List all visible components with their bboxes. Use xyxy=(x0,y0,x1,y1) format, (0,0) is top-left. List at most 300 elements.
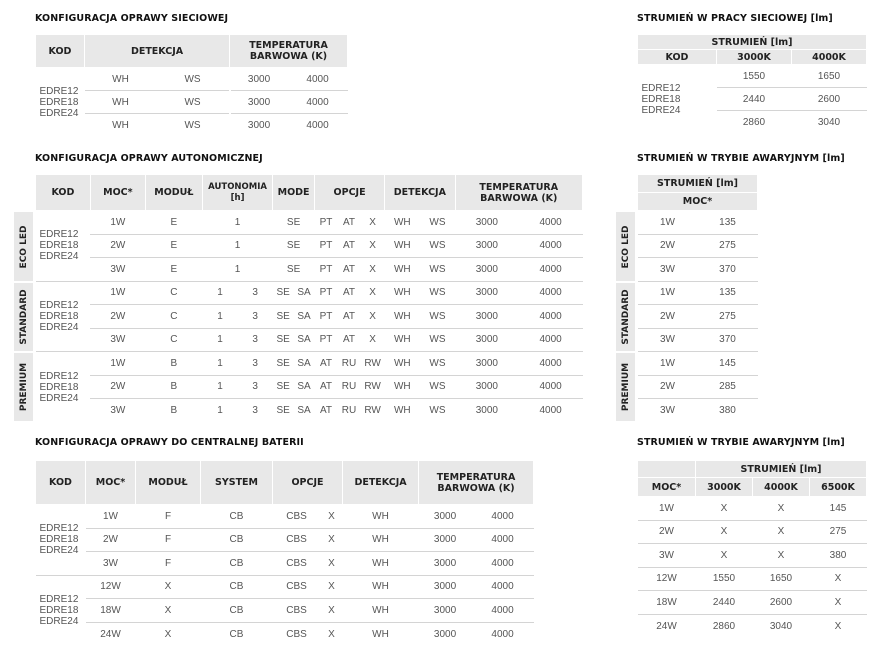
code-item: EDRE18 xyxy=(39,605,79,616)
header-moc: MOC* xyxy=(86,461,136,505)
header-temperature-line2: BARWOWA (K) xyxy=(249,51,328,62)
header-6500k: 6500K xyxy=(810,478,867,497)
header-temperature-line1: TEMPERATURA xyxy=(479,181,559,193)
moc-cell: 2W xyxy=(90,305,145,329)
mode-cell: SE xyxy=(273,258,315,282)
opcje-c-cell: X xyxy=(361,305,385,329)
header-moc: MOC* xyxy=(90,175,145,211)
autonomia-b-cell: 3 xyxy=(238,305,273,329)
header-strumien: STRUMIEŃ [lm] xyxy=(638,175,758,193)
modul-cell: E xyxy=(145,258,202,282)
opcje-a-cell: CBS xyxy=(273,528,321,552)
moc-cell: 18W xyxy=(86,599,136,623)
moc-cell: 3W xyxy=(90,258,145,282)
temp-3000-cell: 3000 xyxy=(419,505,472,529)
temp-3000-cell: 3000 xyxy=(455,352,519,376)
table-row xyxy=(36,575,534,599)
code-item: EDRE24 xyxy=(39,392,79,404)
code-item: EDRE12 xyxy=(641,82,681,94)
flux-cell: 145 xyxy=(698,352,758,376)
autonomia-b-cell: 3 xyxy=(238,281,273,305)
modul-cell: E xyxy=(145,234,202,258)
opcje-b-cell: X xyxy=(321,505,343,529)
mode-b-cell: SA xyxy=(294,352,315,376)
flux-6500k-cell: 380 xyxy=(810,544,867,568)
header-autonomia xyxy=(202,175,272,211)
temp-4000-cell: 4000 xyxy=(472,599,534,623)
temp-4000-cell: 4000 xyxy=(519,258,583,282)
opcje-a-cell: CBS xyxy=(273,622,321,646)
group-label-eco-led: ECO LED xyxy=(14,212,33,281)
flux-cell: 370 xyxy=(698,328,758,352)
header-autonomia-line2: [h] xyxy=(230,192,245,203)
flux-cell: 2860 xyxy=(717,111,792,134)
code-item: EDRE24 xyxy=(641,104,681,116)
detekcja-b-cell: WS xyxy=(420,258,455,282)
table-row xyxy=(638,328,758,352)
table-row xyxy=(638,258,758,282)
header-temperature xyxy=(455,175,582,211)
temp-4000-cell: 4000 xyxy=(472,505,534,529)
table-row xyxy=(638,352,758,376)
flux-4000k-cell: X xyxy=(753,544,810,568)
modul-cell: C xyxy=(145,305,202,329)
header-temperature-line2: BARWOWA (K) xyxy=(480,192,558,204)
moc-cell: 2W xyxy=(638,375,698,399)
code-item: EDRE18 xyxy=(39,96,79,108)
temp-3000-cell: 3000 xyxy=(455,234,519,258)
table-row xyxy=(638,591,867,615)
table-row xyxy=(638,305,758,329)
opcje-a-cell: AT xyxy=(314,352,337,376)
flux-3000k-cell: X xyxy=(696,544,753,568)
flux-4000k-cell: 2600 xyxy=(753,591,810,615)
header-modul: MODUŁ xyxy=(136,461,201,505)
modul-cell: E xyxy=(145,211,202,235)
moc-cell: 1W xyxy=(638,281,698,305)
modul-cell: B xyxy=(145,399,202,423)
moc-cell: 3W xyxy=(638,544,696,568)
autonomia-b-cell: 3 xyxy=(238,328,273,352)
code-item: EDRE12 xyxy=(39,299,79,311)
flux-cell: 135 xyxy=(698,211,758,235)
flux-6500k-cell: X xyxy=(810,567,867,591)
code-item: EDRE18 xyxy=(39,534,79,546)
autonomia-b-cell: 3 xyxy=(238,399,273,423)
net-flux-table xyxy=(637,34,867,134)
temp-3000-cell: 3000 xyxy=(419,575,472,599)
moc-cell: 3W xyxy=(86,552,136,576)
moc-cell: 1W xyxy=(90,352,145,376)
opcje-a-cell: CBS xyxy=(273,505,321,529)
detekcja-a-cell: WH xyxy=(385,352,420,376)
header-temperature-line1: TEMPERATURA xyxy=(436,471,516,483)
mode-b-cell: SA xyxy=(294,281,315,305)
detekcja-a-cell: WH xyxy=(385,375,420,399)
table-row xyxy=(36,234,583,258)
header-kod: KOD xyxy=(638,50,717,65)
detekcja-b-cell: WS xyxy=(157,91,230,114)
system-cell: CB xyxy=(201,622,273,646)
opcje-c-cell: X xyxy=(361,211,385,235)
table-row xyxy=(36,211,583,235)
opcje-a-cell: PT xyxy=(314,328,337,352)
code-item: EDRE24 xyxy=(39,321,79,333)
flux-cell: 3040 xyxy=(792,111,867,134)
temp-4000-cell: 4000 xyxy=(288,91,348,114)
header-temperature xyxy=(419,461,534,505)
header-system: SYSTEM xyxy=(201,461,273,505)
temp-3000-cell: 3000 xyxy=(455,399,519,423)
flux-4000k-cell: X xyxy=(753,520,810,544)
cb-flux-title: STRUMIEŃ W TRYBIE AWARYJNYM [lm] xyxy=(637,437,845,448)
temp-4000-cell: 4000 xyxy=(472,622,534,646)
table-row xyxy=(36,528,534,552)
temp-3000-cell: 3000 xyxy=(455,258,519,282)
flux-cell: 2440 xyxy=(717,88,792,111)
opcje-a-cell: CBS xyxy=(273,552,321,576)
mode-a-cell: SE xyxy=(273,399,294,423)
header-opcje: OPCJE xyxy=(273,461,343,505)
flux-4000k-cell: 3040 xyxy=(753,614,810,638)
flux-cell: 135 xyxy=(698,281,758,305)
header-temperature xyxy=(230,35,348,68)
code-list xyxy=(36,211,91,282)
table-row xyxy=(36,328,583,352)
flux-3000k-cell: X xyxy=(696,520,753,544)
header-detekcja: DETEKCJA xyxy=(385,175,455,211)
code-item: EDRE18 xyxy=(641,93,681,105)
detekcja-b-cell: WS xyxy=(420,211,455,235)
code-list xyxy=(36,575,86,646)
opcje-b-cell: AT xyxy=(338,281,361,305)
table-row xyxy=(638,544,867,568)
auto-flux-title: STRUMIEŃ W TRYBIE AWARYJNYM [lm] xyxy=(637,153,845,164)
header-autonomia-line1: AUTONOMIA xyxy=(208,181,267,192)
temp-4000-cell: 4000 xyxy=(519,375,583,399)
moc-cell: 1W xyxy=(638,352,698,376)
autonomia-cell: 1 xyxy=(202,258,272,282)
opcje-a-cell: AT xyxy=(314,375,337,399)
modul-cell: C xyxy=(145,281,202,305)
temp-4000-cell: 4000 xyxy=(519,234,583,258)
net-config-title: KONFIGURACJA OPRAWY SIECIOWEJ xyxy=(35,13,229,24)
temp-3000-cell: 3000 xyxy=(455,281,519,305)
auto-config-table xyxy=(35,174,583,422)
moc-cell: 1W xyxy=(638,211,698,235)
header-kod: KOD xyxy=(36,35,85,68)
system-cell: CB xyxy=(201,528,273,552)
opcje-a-cell: PT xyxy=(314,258,337,282)
opcje-b-cell: RU xyxy=(338,399,361,423)
detekcja-a-cell: WH xyxy=(385,328,420,352)
opcje-b-cell: AT xyxy=(338,328,361,352)
table-row xyxy=(36,599,534,623)
autonomia-a-cell: 1 xyxy=(202,352,237,376)
opcje-c-cell: RW xyxy=(361,352,385,376)
detekcja-b-cell: WS xyxy=(420,305,455,329)
detekcja-a-cell: WH xyxy=(385,305,420,329)
table-row xyxy=(638,614,867,638)
temp-3000-cell: 3000 xyxy=(419,622,472,646)
header-temperature-line1: TEMPERATURA xyxy=(249,40,328,51)
table-row xyxy=(638,567,867,591)
table-row xyxy=(638,234,758,258)
detekcja-a-cell: WH xyxy=(85,91,157,114)
temp-4000-cell: 4000 xyxy=(288,68,348,91)
mode-b-cell: SA xyxy=(294,305,315,329)
moc-cell: 1W xyxy=(90,211,145,235)
flux-4000k-cell: 1650 xyxy=(753,567,810,591)
code-list xyxy=(36,352,91,423)
modul-cell: X xyxy=(136,599,201,623)
opcje-a-cell: PT xyxy=(314,211,337,235)
opcje-b-cell: X xyxy=(321,575,343,599)
flux-6500k-cell: 275 xyxy=(810,520,867,544)
mode-a-cell: SE xyxy=(273,352,294,376)
detekcja-a-cell: WH xyxy=(85,114,157,137)
flux-4000k-cell: X xyxy=(753,497,810,521)
code-item: EDRE24 xyxy=(39,545,79,557)
opcje-c-cell: RW xyxy=(361,375,385,399)
temp-3000-cell: 3000 xyxy=(455,211,519,235)
table-row xyxy=(638,497,867,521)
system-cell: CB xyxy=(201,552,273,576)
detekcja-cell: WH xyxy=(343,528,419,552)
autonomia-b-cell: 3 xyxy=(238,352,273,376)
mode-a-cell: SE xyxy=(273,375,294,399)
opcje-c-cell: RW xyxy=(361,399,385,423)
opcje-a-cell: PT xyxy=(314,305,337,329)
flux-cell: 275 xyxy=(698,305,758,329)
flux-cell: 1550 xyxy=(717,65,792,88)
header-modul: MODUŁ xyxy=(145,175,202,211)
mode-cell: SE xyxy=(273,211,315,235)
moc-cell: 2W xyxy=(90,234,145,258)
temp-4000-cell: 4000 xyxy=(519,399,583,423)
detekcja-b-cell: WS xyxy=(420,281,455,305)
temp-4000-cell: 4000 xyxy=(519,305,583,329)
code-item: EDRE18 xyxy=(39,240,79,252)
code-list xyxy=(638,65,717,134)
header-strumien: STRUMIEŃ [lm] xyxy=(638,35,867,50)
table-row xyxy=(36,305,583,329)
detekcja-cell: WH xyxy=(343,599,419,623)
header-4000k: 4000K xyxy=(753,478,810,497)
opcje-c-cell: X xyxy=(361,328,385,352)
flux-group-label-standard: STANDARD xyxy=(616,283,635,351)
code-list xyxy=(36,281,91,352)
temp-4000-cell: 4000 xyxy=(472,575,534,599)
opcje-b-cell: RU xyxy=(338,352,361,376)
code-item: EDRE24 xyxy=(39,251,79,263)
table-row xyxy=(638,211,758,235)
detekcja-cell: WH xyxy=(343,505,419,529)
modul-cell: F xyxy=(136,505,201,529)
moc-cell: 3W xyxy=(638,258,698,282)
autonomia-a-cell: 1 xyxy=(202,281,237,305)
temp-3000-cell: 3000 xyxy=(455,375,519,399)
flux-cell: 275 xyxy=(698,234,758,258)
moc-cell: 24W xyxy=(638,614,696,638)
detekcja-b-cell: WS xyxy=(420,399,455,423)
temp-3000-cell: 3000 xyxy=(419,528,472,552)
mode-cell: SE xyxy=(273,234,315,258)
opcje-b-cell: AT xyxy=(338,211,361,235)
opcje-c-cell: X xyxy=(361,258,385,282)
moc-cell: 2W xyxy=(90,375,145,399)
flux-6500k-cell: X xyxy=(810,591,867,615)
modul-cell: C xyxy=(145,328,202,352)
mode-a-cell: SE xyxy=(273,328,294,352)
autonomia-cell: 1 xyxy=(202,234,272,258)
header-mode: MODE xyxy=(273,175,315,211)
header-opcje: OPCJE xyxy=(314,175,384,211)
header-moc: MOC* xyxy=(638,478,696,497)
flux-3000k-cell: 2440 xyxy=(696,591,753,615)
code-item: EDRE12 xyxy=(39,229,79,241)
moc-cell: 2W xyxy=(638,520,696,544)
table-row xyxy=(36,352,583,376)
table-row xyxy=(36,375,583,399)
group-label-premium: PREMIUM xyxy=(14,353,33,421)
detekcja-cell: WH xyxy=(343,622,419,646)
detekcja-b-cell: WS xyxy=(157,68,230,91)
temp-4000-cell: 4000 xyxy=(472,552,534,576)
code-item: EDRE12 xyxy=(39,594,79,605)
opcje-a-cell: PT xyxy=(314,234,337,258)
temp-4000-cell: 4000 xyxy=(288,114,348,137)
detekcja-a-cell: WH xyxy=(385,258,420,282)
flux-cell: 285 xyxy=(698,375,758,399)
header-3000k: 3000K xyxy=(717,50,792,65)
flux-cell: 370 xyxy=(698,258,758,282)
temp-4000-cell: 4000 xyxy=(519,328,583,352)
autonomia-a-cell: 1 xyxy=(202,375,237,399)
temp-3000-cell: 3000 xyxy=(455,328,519,352)
temp-3000-cell: 3000 xyxy=(230,114,288,137)
moc-cell: 12W xyxy=(86,575,136,599)
net-flux-title: STRUMIEŃ W PRACY SIECIOWEJ [lm] xyxy=(637,13,833,24)
opcje-b-cell: AT xyxy=(338,234,361,258)
code-item: EDRE12 xyxy=(39,370,79,382)
code-item: EDRE18 xyxy=(39,381,79,393)
temp-4000-cell: 4000 xyxy=(472,528,534,552)
opcje-c-cell: X xyxy=(361,281,385,305)
mode-a-cell: SE xyxy=(273,281,294,305)
temp-3000-cell: 3000 xyxy=(419,552,472,576)
header-3000k: 3000K xyxy=(696,478,753,497)
header-4000k: 4000K xyxy=(792,50,867,65)
code-list xyxy=(36,505,86,576)
opcje-a-cell: AT xyxy=(314,399,337,423)
moc-cell: 24W xyxy=(86,622,136,646)
opcje-c-cell: X xyxy=(361,234,385,258)
table-row xyxy=(36,622,534,646)
header-detekcja: DETEKCJA xyxy=(85,35,230,68)
autonomia-b-cell: 3 xyxy=(238,375,273,399)
moc-cell: 1W xyxy=(638,497,696,521)
header-temperature-line2: BARWOWA (K) xyxy=(437,482,515,494)
moc-cell: 3W xyxy=(638,328,698,352)
flux-3000k-cell: 2860 xyxy=(696,614,753,638)
table-row xyxy=(638,281,758,305)
code-item: EDRE18 xyxy=(39,310,79,322)
cb-config-table xyxy=(35,460,534,646)
table-row xyxy=(36,258,583,282)
detekcja-b-cell: WS xyxy=(420,234,455,258)
table-row xyxy=(36,68,348,91)
table-row xyxy=(638,375,758,399)
mode-a-cell: SE xyxy=(273,305,294,329)
opcje-a-cell: CBS xyxy=(273,575,321,599)
code-item: EDRE12 xyxy=(39,523,79,535)
moc-cell: 1W xyxy=(90,281,145,305)
auto-flux-table xyxy=(637,174,758,422)
flux-group-label-premium: PREMIUM xyxy=(616,353,635,421)
temp-3000-cell: 3000 xyxy=(455,305,519,329)
detekcja-a-cell: WH xyxy=(385,211,420,235)
modul-cell: B xyxy=(145,352,202,376)
moc-cell: 18W xyxy=(638,591,696,615)
header-strumien: STRUMIEŃ [lm] xyxy=(696,461,867,478)
flux-cell: 1650 xyxy=(792,65,867,88)
modul-cell: F xyxy=(136,528,201,552)
code-list xyxy=(36,68,85,137)
table-row xyxy=(638,65,867,88)
header-moc: MOC* xyxy=(638,193,758,211)
moc-cell: 3W xyxy=(638,399,698,423)
flux-6500k-cell: X xyxy=(810,614,867,638)
moc-cell: 1W xyxy=(86,505,136,529)
detekcja-a-cell: WH xyxy=(85,68,157,91)
opcje-b-cell: X xyxy=(321,622,343,646)
system-cell: CB xyxy=(201,505,273,529)
mode-b-cell: SA xyxy=(294,375,315,399)
code-item: EDRE24 xyxy=(39,107,79,119)
detekcja-b-cell: WS xyxy=(420,352,455,376)
opcje-b-cell: AT xyxy=(338,305,361,329)
opcje-a-cell: CBS xyxy=(273,599,321,623)
modul-cell: X xyxy=(136,622,201,646)
moc-cell: 2W xyxy=(86,528,136,552)
detekcja-a-cell: WH xyxy=(385,234,420,258)
opcje-b-cell: RU xyxy=(338,375,361,399)
table-row xyxy=(638,399,758,423)
table-row xyxy=(36,399,583,423)
temp-3000-cell: 3000 xyxy=(419,599,472,623)
cb-config-title: KONFIGURACJA OPRAWY DO CENTRALNEJ BATERII xyxy=(35,437,304,448)
mode-b-cell: SA xyxy=(294,399,315,423)
temp-4000-cell: 4000 xyxy=(519,211,583,235)
flux-3000k-cell: X xyxy=(696,497,753,521)
opcje-a-cell: PT xyxy=(314,281,337,305)
opcje-b-cell: AT xyxy=(338,258,361,282)
flux-cell: 2600 xyxy=(792,88,867,111)
moc-cell: 12W xyxy=(638,567,696,591)
net-config-table xyxy=(35,34,348,137)
moc-cell: 2W xyxy=(638,305,698,329)
table-row xyxy=(36,552,534,576)
detekcja-a-cell: WH xyxy=(385,399,420,423)
system-cell: CB xyxy=(201,599,273,623)
temp-4000-cell: 4000 xyxy=(519,281,583,305)
autonomia-cell: 1 xyxy=(202,211,272,235)
detekcja-b-cell: WS xyxy=(420,375,455,399)
moc-cell: 3W xyxy=(90,399,145,423)
mode-b-cell: SA xyxy=(294,328,315,352)
temp-4000-cell: 4000 xyxy=(519,352,583,376)
